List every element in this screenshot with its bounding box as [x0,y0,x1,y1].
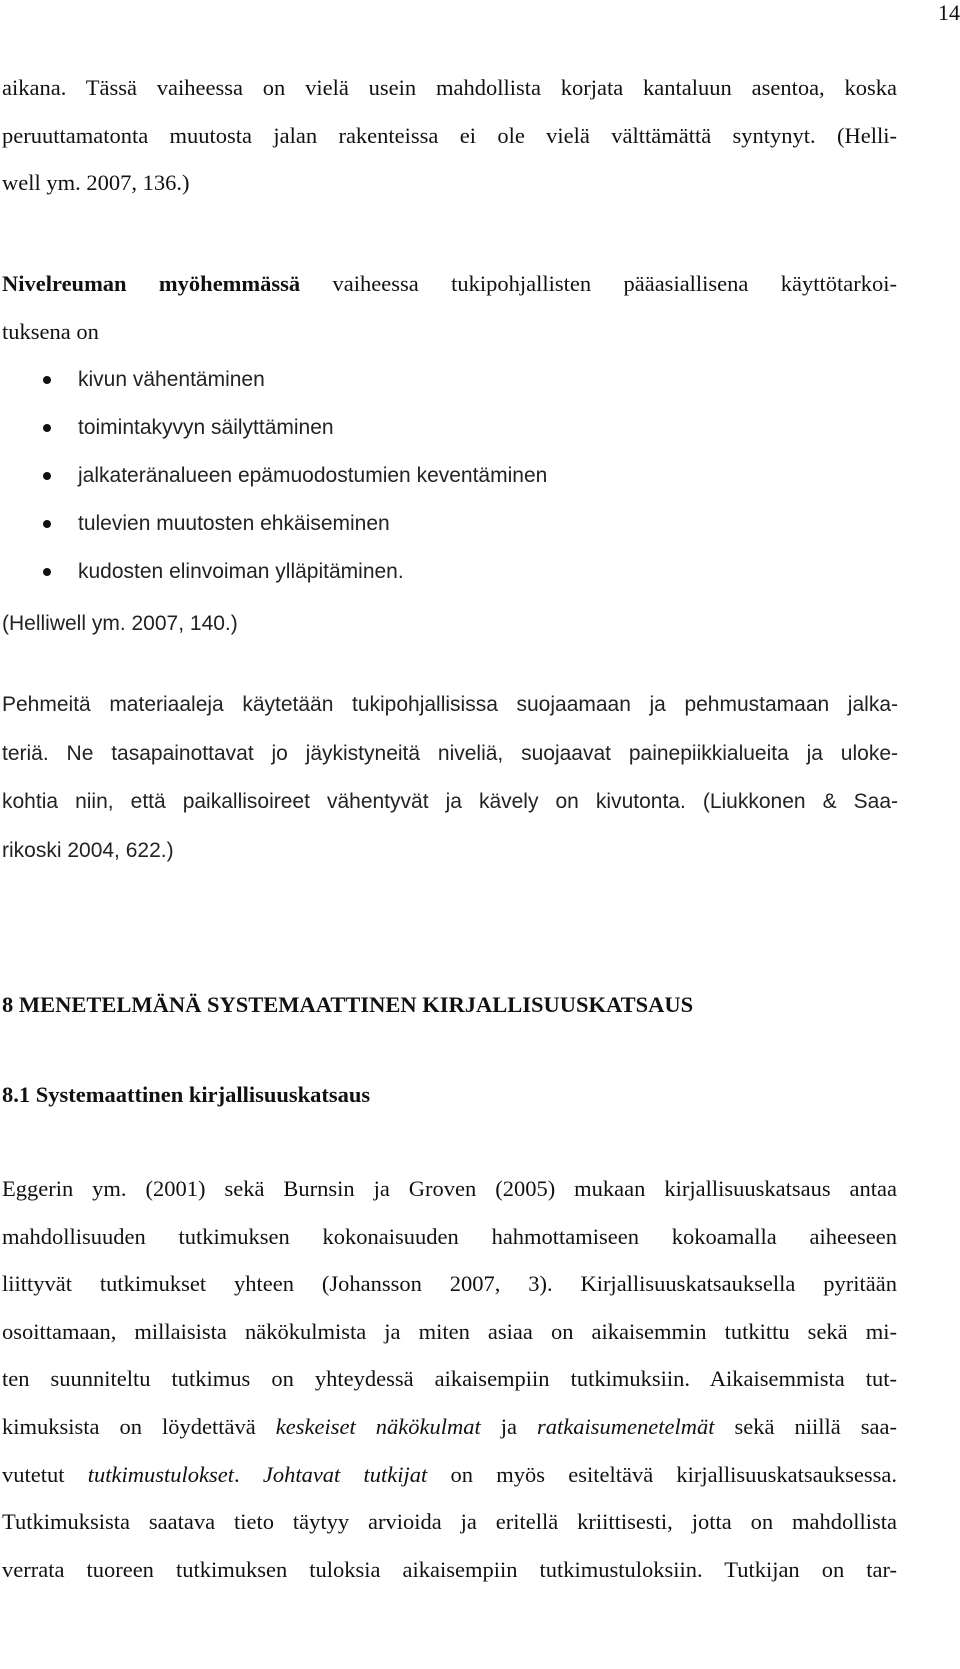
text-line: ten suunniteltu tutkimus on yhteydessä aikaisempiin tutkimuksiin. Aikaisemmista tut- [2,1366,897,1392]
text-run: sekä niillä saa- [714,1413,897,1439]
bullet-icon [43,520,51,528]
text-line: peruuttamatonta muutosta jalan rakenteissa ei ole vielä välttämättä syntynyt. (Helli- [2,122,897,148]
list-item [0,404,547,452]
text-run: on myös esiteltävä kirjallisuuskatsauksessa. [427,1461,898,1487]
text-line: verrata tuoreen tutkimuksen tuloksia aikaisempiin tutkimustuloksiin. Tutkijan on tar- [2,1556,897,1582]
text-run: ja [480,1413,538,1439]
text-line: liittyvät tutkimukset yhteen (Johansson 2007, 3). Kirjallisuuskatsauksella pyritään [2,1271,897,1297]
bullet-icon [43,472,51,480]
text-line [2,1403,897,1451]
text-line: osoittamaan, millaisista näkökulmista ja miten asiaa on aikaisemmin tutkittu sekä mi- [2,1318,897,1344]
text-run: vaiheessa tukipohjallisten pääasiallisena käyttötarkoi- [300,271,897,296]
text-line: Tutkimuksista saatava tieto täytyy arvioida ja eritellä kriittisesti, jotta on mahdollista [2,1509,897,1535]
section-heading: 8.1 Systemaattinen kirjallisuuskatsaus [2,1082,371,1107]
list-item-text: kudosten elinvoiman ylläpitäminen. [78,560,404,583]
text-line [2,1451,897,1499]
bullet-icon [43,376,51,384]
page-number: 14 [938,0,960,25]
list-item-text: tulevien muutosten ehkäiseminen [78,512,390,535]
bullet-icon [43,424,51,432]
text-run: kimuksista on löydettävä [2,1413,276,1439]
italic-term: tutkimustulokset [87,1461,234,1487]
paragraph-kirjallisuuskatsaus [2,1165,897,1593]
list-item-text: toimintakyvyn säilyttäminen [78,416,334,439]
text-run: vutetut [2,1461,88,1487]
italic-term: keskeiset näkökulmat [275,1413,481,1439]
paragraph-kantaluu [2,64,897,207]
bold-lead: Nivelreuman myöhemmässä [2,271,301,296]
list-item [0,500,547,548]
chapter-heading: 8 MENETELMÄNÄ SYSTEMAATTINEN KIRJALLISUUSKATSAUS [2,992,694,1017]
paragraph-nivelreuma [2,260,897,355]
text-line: Eggerin ym. (2001) sekä Burnsin ja Groven (2005) mukaan kirjallisuuskatsaus antaa [2,1176,897,1201]
list-item [0,356,547,404]
italic-term: ratkaisumenetelmät [537,1413,715,1439]
italic-term: Johtavat tutkijat [262,1461,428,1487]
text-run: . [233,1461,263,1487]
text-line [2,260,897,308]
bullet-icon [43,568,51,576]
list-item [0,548,547,596]
bullet-list [0,356,547,596]
list-item-text: kivun vähentäminen [78,368,265,391]
text-line: well ym. 2007, 136.) [2,170,190,196]
text-line: Pehmeitä materiaaleja käytetään tukipohjallisissa suojaamaan ja pehmustamaan jalka- [2,693,898,716]
text-line: tuksena on [2,318,99,344]
list-item-text: jalkateränalueen epämuodostumien keventäminen [78,464,548,487]
text-line: teriä. Ne tasapainottavat jo jäykistyneitä niveliä, suojaavat painepiikkialueita ja uloke- [2,741,898,765]
text-line: rikoski 2004, 622.) [2,838,174,862]
bullets-citation: (Helliwell ym. 2007, 140.) [2,612,238,635]
text-line: mahdollisuuden tutkimuksen kokonaisuuden hahmottamiseen kokoamalla aiheeseen [2,1223,897,1249]
text-line: aikana. Tässä vaiheessa on vielä usein mahdollista korjata kantaluun asentoa, koska [2,75,897,100]
paragraph-pehmeat-materiaalit [2,681,898,875]
text-line: kohtia niin, että paikallisoireet vähentyvät ja kävely on kivutonta. (Liukkonen & Saa- [2,790,898,814]
list-item [0,452,547,500]
